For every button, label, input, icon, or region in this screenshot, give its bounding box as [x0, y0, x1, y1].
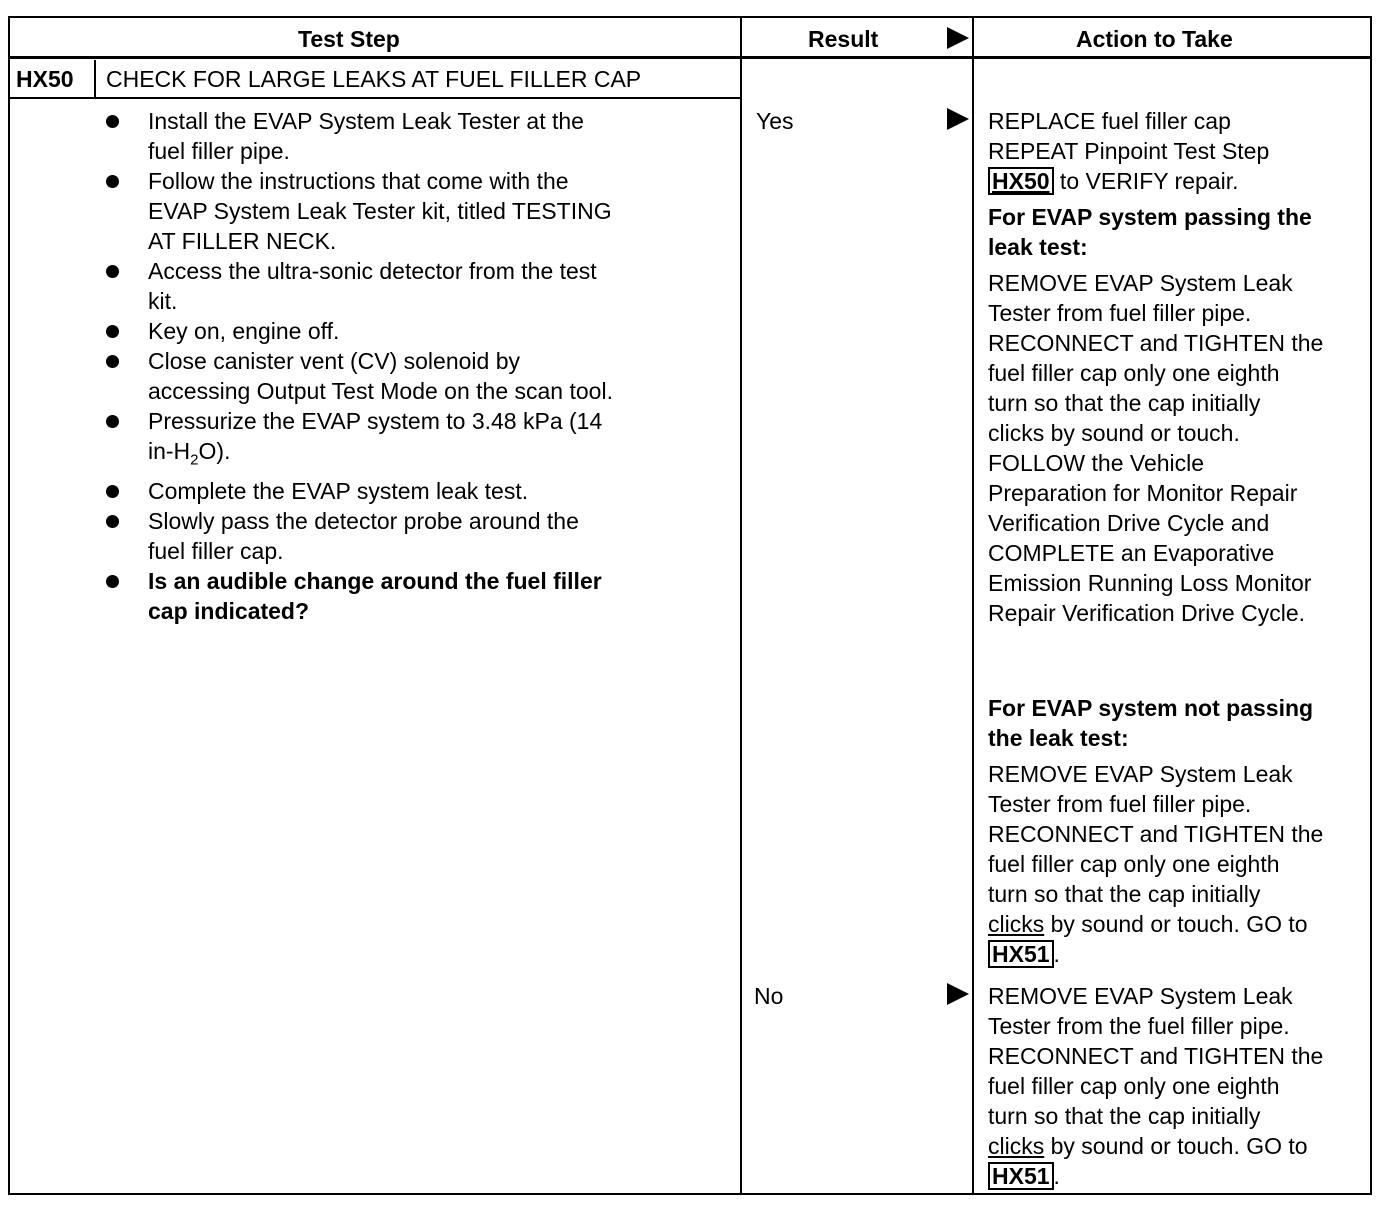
action-yes-not-passing	[988, 693, 1378, 969]
action-yes: REPLACE fuel filler cap REPEAT Pinpoint Test Step HX50 to VERIFY repair. For EVAP system passing the leak test: REMOVE EVAP System Leak Tester from fuel filler pipe. RECONNECT and TIGHTEN the fuel filler cap only one eighth turn so that the cap initially clicks by sound or touch. FOLLOW the Vehicle Preparation for Monitor Repair Verification Drive Cycle and COMPLETE an Evaporative Emission Running Loss Monitor Repair Verification Drive Cycle.	[988, 106, 1378, 628]
test-step-instructions	[104, 106, 724, 626]
bullet-item-question: Is an audible change around the fuel filler cap indicated?	[104, 566, 724, 626]
result-yes: Yes	[756, 108, 794, 134]
column-divider-result	[740, 16, 742, 1195]
header-result: Result	[808, 26, 879, 52]
step-code: HX50	[16, 66, 74, 92]
header-bottom-border	[8, 56, 1372, 59]
bullet-icon	[106, 265, 119, 278]
action-no: REMOVE EVAP System Leak Tester from the fuel filler pipe. RECONNECT and TIGHTEN the fuel filler cap only one eighth turn so that the cap initially clicks by sound or touch. GO to HX51 .	[988, 983, 1324, 1189]
bullet-item: Close canister vent (CV) solenoid by accessing Output Test Mode on the scan tool.	[104, 346, 724, 406]
table-bottom-border	[8, 1193, 1372, 1195]
bullet-item: Key on, engine off.	[104, 316, 724, 346]
pass-heading: For EVAP system passing the leak test:	[988, 204, 1312, 260]
bullet-item: Install the EVAP System Leak Tester at the fuel filler pipe.	[104, 106, 724, 166]
fail-instructions: REMOVE EVAP System Leak Tester from fuel filler pipe. RECONNECT and TIGHTEN the fuel filler cap only one eighth turn so that the cap initially clicks by sound or touch. GO to HX51 .	[988, 761, 1324, 967]
header-arrow-icon	[947, 27, 969, 49]
header-action: Action to Take	[1076, 26, 1233, 52]
bullet-item: Slowly pass the detector probe around the fuel filler cap.	[104, 506, 724, 566]
step-reference-hx51-no[interactable]: HX51	[988, 1162, 1054, 1190]
step-reference-hx51[interactable]: HX51	[988, 940, 1054, 968]
bullet-icon	[106, 325, 119, 338]
yes-arrow-icon	[947, 108, 969, 130]
bullet-icon	[106, 355, 119, 368]
step-reference-hx50[interactable]: HX50	[988, 167, 1054, 195]
pass-instructions: REMOVE EVAP System Leak Tester from fuel filler pipe. RECONNECT and TIGHTEN the fuel filler cap only one eighth turn so that the cap initially clicks by sound or touch. FOLLOW the Vehicle Preparation for Monitor Repair Verification Drive Cycle and COMPLETE an Evaporative Emission Running Loss Monitor Repair Verification Drive Cycle.	[988, 270, 1324, 626]
table-left-border	[8, 16, 10, 1195]
bullet-item: Complete the EVAP system leak test.	[104, 476, 724, 506]
fail-heading: For EVAP system not passing the leak test:	[988, 695, 1314, 751]
bullet-icon	[106, 575, 119, 588]
result-no: No	[754, 983, 784, 1009]
step-title-divider	[94, 60, 96, 98]
header-test-step: Test Step	[298, 26, 400, 52]
bullet-item: Pressurize the EVAP system to 3.48 kPa (14 $in-H_2O$).	[104, 406, 724, 476]
bullet-item: Access the ultra-sonic detector from the test kit.	[104, 256, 724, 316]
step-title: CHECK FOR LARGE LEAKS AT FUEL FILLER CAP	[106, 66, 642, 92]
column-divider-action	[972, 16, 974, 1195]
table-top-border	[8, 16, 1372, 18]
bullet-icon	[106, 415, 119, 428]
no-arrow-icon	[947, 983, 969, 1005]
bullet-icon	[106, 515, 119, 528]
step-title-bottom-border	[8, 97, 741, 99]
bullet-item: Follow the instructions that come with the EVAP System Leak Tester kit, titled TESTING AT FILLER NECK.	[104, 166, 724, 256]
bullet-icon	[106, 485, 119, 498]
bullet-icon	[106, 175, 119, 188]
bullet-icon	[106, 115, 119, 128]
